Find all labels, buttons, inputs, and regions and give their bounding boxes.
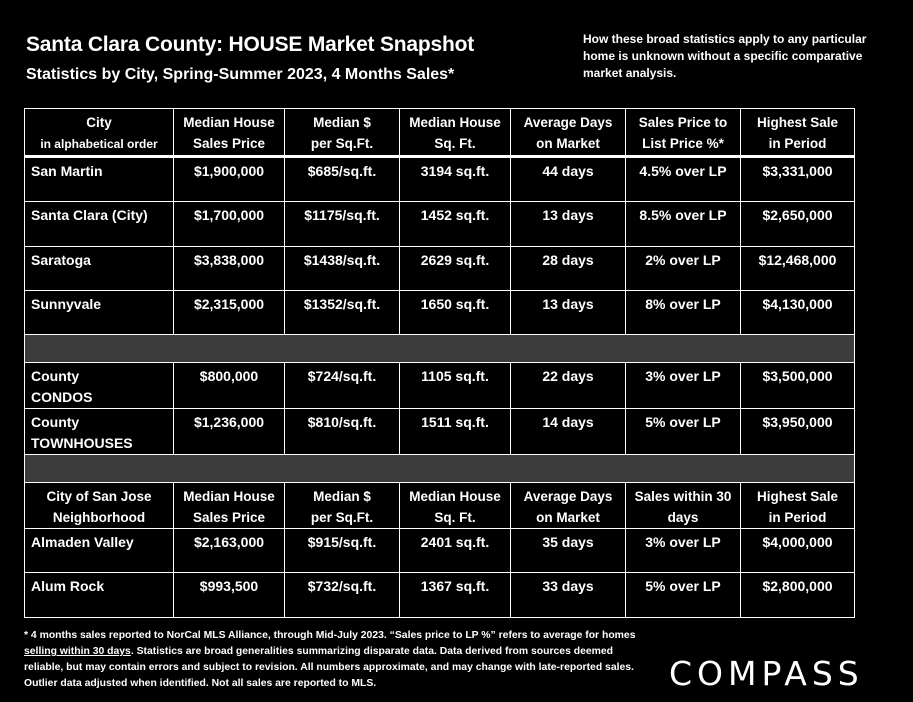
median-sqft: 1105 sq.ft. <box>400 363 511 409</box>
table-separator <box>25 455 855 483</box>
highest-sale: $2,650,000 <box>741 202 855 247</box>
table-row <box>25 247 855 291</box>
sale-to-list: 4.5% over LP <box>626 157 741 202</box>
market-table <box>24 108 855 618</box>
days-on-market: 28 days <box>511 247 626 291</box>
highest-sale: $4,130,000 <box>741 291 855 335</box>
footnote: * 4 months sales reported to NorCal MLS Alliance, through Mid-July 2023. “Sales price to LP %” refers to average for homes selling within 30 days. Statistics are broad generalities summarizing disparate data. Data derived from sources deemed reliable, but may contain errors and subject to revision. All numbers approximate, and may change with late-reported sales. Outlier data adjusted when identified. Not all sales are reported to MLS. <box>24 630 636 689</box>
sale-to-list: 5% over LP <box>626 573 741 618</box>
header-city: City in alphabetical order <box>25 109 174 157</box>
median-sqft: 2401 sq.ft. <box>400 529 511 573</box>
median-sqft: 1511 sq.ft. <box>400 409 511 455</box>
median-sqft: 1367 sq.ft. <box>400 573 511 618</box>
price-per-sqft: $1352/sq.ft. <box>285 291 400 335</box>
days-on-market: 35 days <box>511 529 626 573</box>
city-name: San Martin <box>25 157 174 202</box>
price-per-sqft: $724/sq.ft. <box>285 363 400 409</box>
header-highest-sale: Highest Sale in Period <box>741 109 855 157</box>
price-per-sqft: $810/sq.ft. <box>285 409 400 455</box>
page-title: Santa Clara County: HOUSE Market Snapshot <box>26 33 475 56</box>
highest-sale: $3,500,000 <box>741 363 855 409</box>
days-on-market: 33 days <box>511 573 626 618</box>
days-on-market: 14 days <box>511 409 626 455</box>
table-row <box>25 157 855 202</box>
table-header-row <box>25 109 855 157</box>
header-per-sqft: Median $ per Sq.Ft. <box>285 109 400 157</box>
median-sqft: 1452 sq.ft. <box>400 202 511 247</box>
city-name: Saratoga <box>25 247 174 291</box>
highest-sale: $3,950,000 <box>741 409 855 455</box>
days-on-market: 13 days <box>511 202 626 247</box>
county-type: County CONDOS <box>25 363 174 409</box>
price-per-sqft: $915/sq.ft. <box>285 529 400 573</box>
highest-sale: $4,000,000 <box>741 529 855 573</box>
header-sqft: Median House Sq. Ft. <box>400 483 511 529</box>
table-row <box>25 573 855 618</box>
header-days: Average Days on Market <box>511 483 626 529</box>
table-row <box>25 409 855 455</box>
price-per-sqft: $1438/sq.ft. <box>285 247 400 291</box>
days-on-market: 13 days <box>511 291 626 335</box>
median-price: $1,900,000 <box>174 157 285 202</box>
neighborhood-name: Almaden Valley <box>25 529 174 573</box>
median-price: $2,163,000 <box>174 529 285 573</box>
days-on-market: 22 days <box>511 363 626 409</box>
sale-to-list: 5% over LP <box>626 409 741 455</box>
sale-to-list: 3% over LP <box>626 363 741 409</box>
highest-sale: $3,331,000 <box>741 157 855 202</box>
header-sqft: Median House Sq. Ft. <box>400 109 511 157</box>
price-per-sqft: $1175/sq.ft. <box>285 202 400 247</box>
county-type: County TOWNHOUSES <box>25 409 174 455</box>
sale-to-list: 2% over LP <box>626 247 741 291</box>
header-per-sqft: Median $ per Sq.Ft. <box>285 483 400 529</box>
sale-to-list: 8.5% over LP <box>626 202 741 247</box>
sale-to-list: 3% over LP <box>626 529 741 573</box>
median-sqft: 1650 sq.ft. <box>400 291 511 335</box>
city-name: Sunnyvale <box>25 291 174 335</box>
sj-header-row <box>25 483 855 529</box>
table-separator <box>25 335 855 363</box>
days-on-market: 44 days <box>511 157 626 202</box>
median-price: $3,838,000 <box>174 247 285 291</box>
median-price: $2,315,000 <box>174 291 285 335</box>
header-list-price: Sales Price to List Price %* <box>626 109 741 157</box>
table-row <box>25 202 855 247</box>
page-subtitle: Statistics by City, Spring-Summer 2023, 4 Months Sales* <box>26 66 455 83</box>
highest-sale: $12,468,000 <box>741 247 855 291</box>
median-sqft: 3194 sq.ft. <box>400 157 511 202</box>
header-neighborhood: City of San Jose Neighborhood <box>25 483 174 529</box>
compass-logo: COMPASS <box>669 654 864 693</box>
median-price: $800,000 <box>174 363 285 409</box>
median-sqft: 2629 sq.ft. <box>400 247 511 291</box>
header-highest-sale: Highest Sale in Period <box>741 483 855 529</box>
header-days: Average Days on Market <box>511 109 626 157</box>
sale-to-list: 8% over LP <box>626 291 741 335</box>
highest-sale: $2,800,000 <box>741 573 855 618</box>
disclaimer-note: How these broad statistics apply to any particular home is unknown without a specific comparative market analysis. <box>583 32 867 80</box>
table-row <box>25 291 855 335</box>
city-name: Santa Clara (City) <box>25 202 174 247</box>
table-row <box>25 529 855 573</box>
header-median-price: Median House Sales Price <box>174 109 285 157</box>
header-median-price: Median House Sales Price <box>174 483 285 529</box>
price-per-sqft: $732/sq.ft. <box>285 573 400 618</box>
neighborhood-name: Alum Rock <box>25 573 174 618</box>
table-row <box>25 363 855 409</box>
median-price: $1,700,000 <box>174 202 285 247</box>
header-sales-within-30: Sales within 30 days <box>626 483 741 529</box>
price-per-sqft: $685/sq.ft. <box>285 157 400 202</box>
median-price: $993,500 <box>174 573 285 618</box>
median-price: $1,236,000 <box>174 409 285 455</box>
